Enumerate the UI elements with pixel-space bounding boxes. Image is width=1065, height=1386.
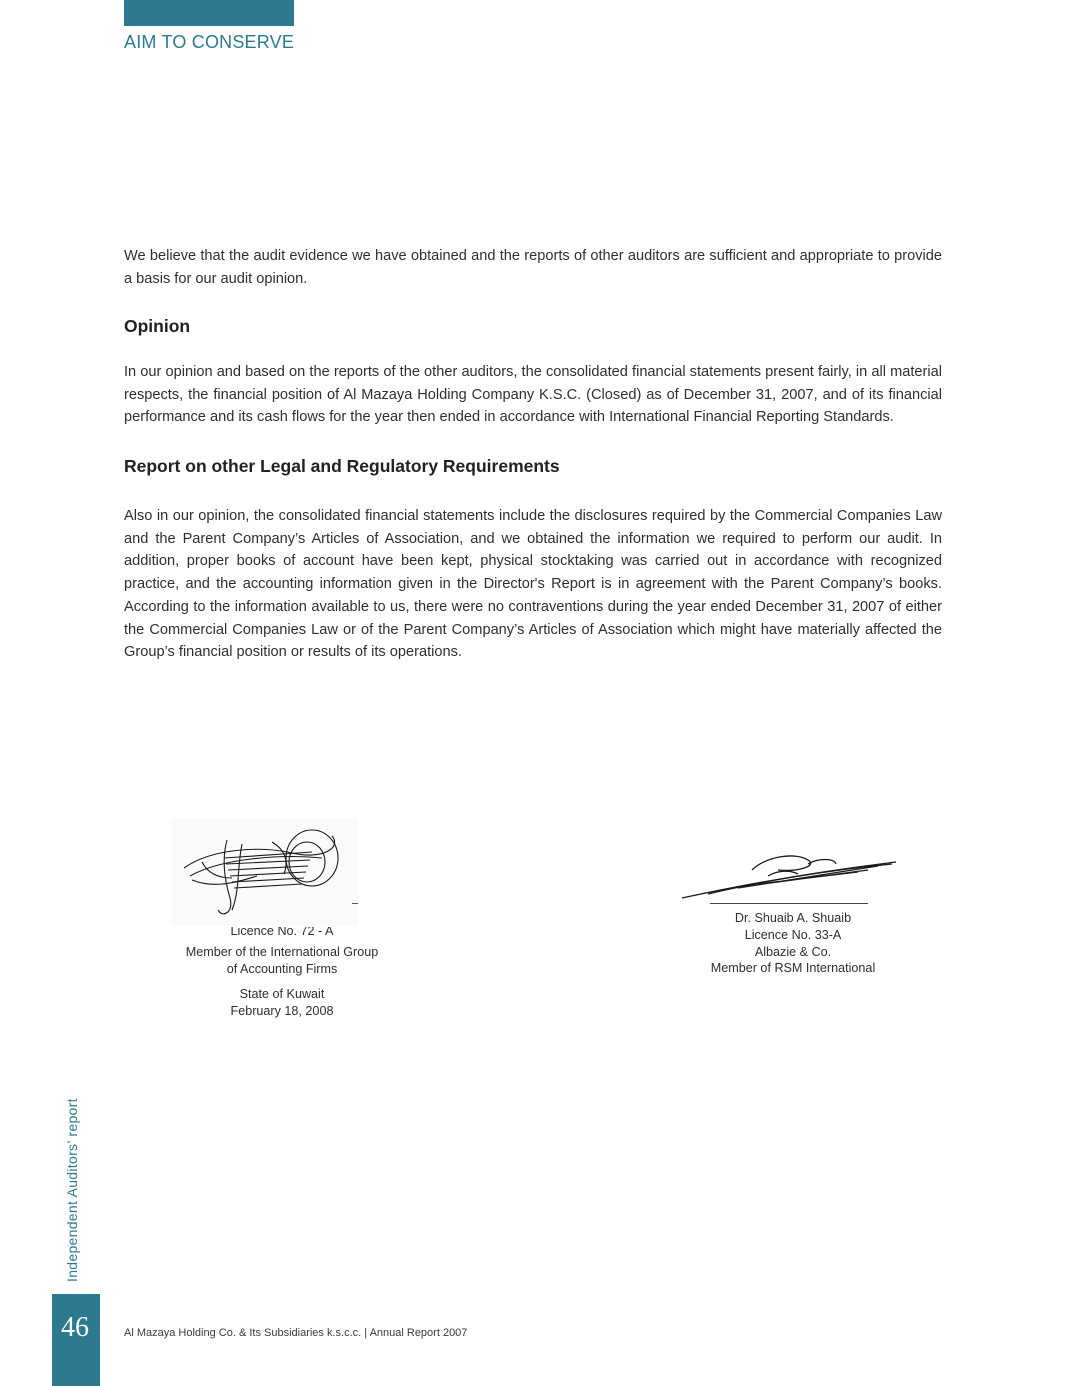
right-licence: Licence No. 33-A: [744, 927, 842, 942]
place: State of Kuwait: [239, 987, 325, 1002]
header-accent-bar: [124, 0, 294, 26]
right-firm: Albazie & Co.: [754, 944, 832, 959]
left-membership-line2: of Accounting Firms: [226, 961, 338, 976]
right-auditor-name: Dr. Shuaib A. Shuaib: [734, 911, 852, 925]
paragraph-opinion: In our opinion and based on the reports of the other auditors, the consolidated financial statements present fairly, in all material respects, the financial position of Al Mazaya Holding Company K.S.C. (Closed) as of December 31, 2007, and of its financial performance and its cash flows for the year then ended in accordance with International Financial Reporting Standards.: [124, 364, 942, 426]
paragraph-legal-requirements: Also in our opinion, the consolidated financial statements include the disclosures required by the Commercial Companies Law and the Parent Company’s Articles of Association, and we obtained the information we required to perform our audit. In addition, proper books of account have been kept, physical stocktaking was carried out in accordance with recognized practice, and the accounting information given in the Director's Report is in agreement with the Parent Company’s books. According to the information available to us, there were no contraventions during the year ended December 31, 2007 of either the Commercial Companies Law or of the Parent Company’s Articles of Association which might have materially affected the Group’s financial position or results of its operations.: [124, 508, 942, 661]
left-auditor-details: [170, 927, 394, 1020]
section-title: AIM TO CONSERVE: [124, 32, 295, 52]
paragraph-audit-evidence: We believe that the audit evidence we have obtained and the reports of other auditors are sufficient and appropriate to provide a basis for our audit opinion.: [124, 248, 942, 287]
sidebar-section-label: Independent Auditors’ report: [64, 1098, 80, 1282]
right-auditor-signature: [678, 848, 902, 904]
signature-dash: [352, 903, 358, 904]
left-membership-line1: Member of the International Group: [185, 944, 379, 959]
legal-requirements-heading: Report on other Legal and Regulatory Requirements: [124, 456, 560, 476]
footer-text: Al Mazaya Holding Co. & Its Subsidiaries k.s.c.c. | Annual Report 2007: [124, 1327, 468, 1339]
report-date: February 18, 2008: [230, 1004, 334, 1019]
signature-line: [710, 903, 868, 904]
page-number: 46: [61, 1312, 89, 1343]
left-licence: Licence No. 72 - A: [230, 927, 334, 938]
opinion-heading: Opinion: [124, 316, 191, 336]
right-membership: Member of RSM International: [710, 961, 876, 976]
right-auditor-details: [682, 910, 904, 977]
left-auditor-signature: [172, 818, 358, 926]
